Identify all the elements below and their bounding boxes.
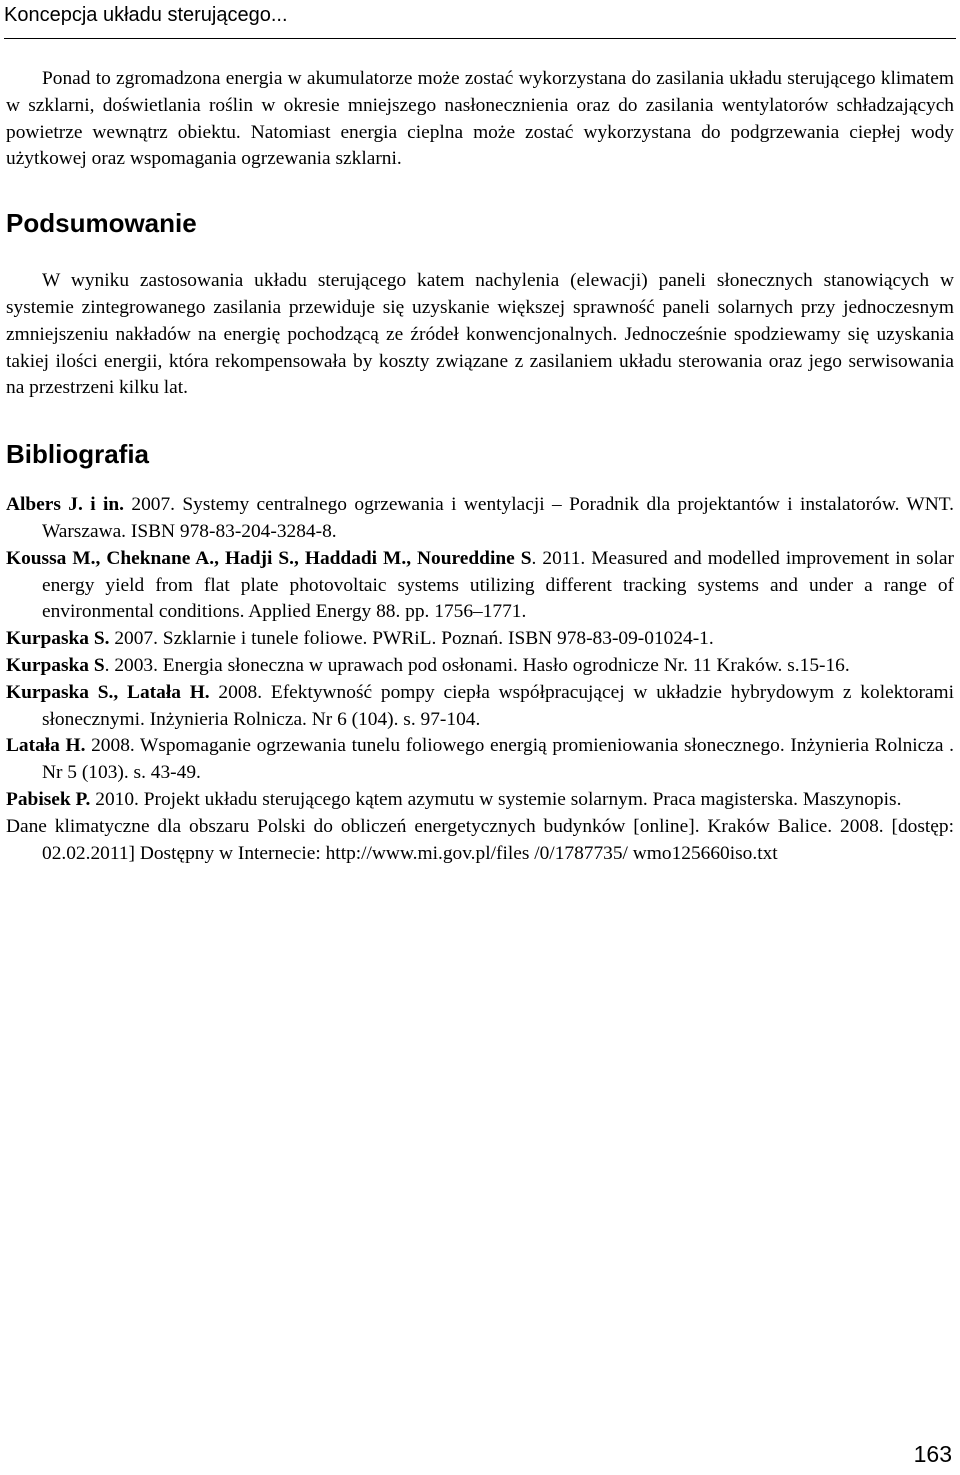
header-rule	[4, 38, 956, 39]
reference-item	[6, 653, 954, 680]
paragraph-intro: Ponad to zgromadzona energia w akumulatorze może zostać wykorzystana do zasilania układu sterującego klimatem w szklarni, doświetlania roślin w okresie mniejszego nasłonecznienia oraz do zasilania wentylatorów schładzających powietrze wewnątrz obiektu. Natomiast energia cieplna może zostać wykorzystana do podgrzewania ciepłej wody użytkowej oraz wspomagania ogrzewania szklarni.	[6, 68, 954, 170]
running-head: Koncepcja układu sterującego...	[4, 4, 288, 26]
reference-authors: Pabisek P.	[6, 788, 91, 810]
reference-text: 2007. Systemy centralnego ogrzewania i wentylacji – Poradnik dla projektantów i instalatorów. WNT. Warszawa. ISBN 978-83-204-3284-8.	[42, 494, 954, 542]
reference-item	[6, 787, 954, 814]
page-number: 163	[913, 1441, 952, 1467]
reference-text: 2008. Efektywność pompy ciepła współpracującej w układzie hybrydowym z kolektorami słonecznymi. Inżynieria Rolnicza. Nr 6 (104). s. 97-104.	[42, 681, 954, 730]
heading-bibliography: Bibliografia	[6, 439, 150, 470]
reference-authors: Latała H.	[6, 735, 86, 757]
reference-authors: Albers J. i in.	[6, 494, 125, 516]
reference-item	[6, 814, 954, 868]
reference-text: 2010. Projekt układu sterującego kątem azymutu w systemie solarnym. Praca magisterska. Maszynopis.	[90, 788, 902, 810]
reference-authors: Kurpaska S	[6, 654, 105, 676]
paragraph-summary: W wyniku zastosowania układu sterującego katem nachylenia (elewacji) paneli słonecznych stanowiących w systemie zintegrowanego zasilania przewiduje się uzyskanie większej sprawność paneli solarnych przy jednoczesnym zmniejszeniu nakładów na energię pochodzącą ze źródeł konwencjonalnych. Jednocześnie spodziewamy się uzyskania takiej ilości energii, która rekompensowała by koszty związane z zasilaniem układu sterowania oraz jego serwisowania na przestrzeni kilku lat.	[6, 270, 954, 399]
reference-item	[6, 733, 954, 787]
reference-item	[6, 626, 954, 653]
reference-text: . 2011. Measured and modelled improvement in solar energy yield from flat plate photovoltaic systems utilizing different tracking systems and under a range of environmental conditions. Applied Energy 88. pp. 1756–1771.	[42, 547, 955, 623]
reference-item	[6, 546, 954, 626]
reference-list	[6, 492, 954, 867]
reference-authors: Kurpaska S., Latała H.	[6, 681, 210, 703]
reference-text: Dane klimatyczne dla obszaru Polski do obliczeń energetycznych budynków [online]. Kraków Balice. 2008. [dostęp: 02.02.2011] Dostępny w Internecie: http://www.mi.gov.pl/files /0/1787735/ wmo125660iso.txt	[6, 815, 954, 864]
reference-text: . 2003. Energia słoneczna w uprawach pod osłonami. Hasło ogrodnicze Nr. 11 Kraków. s.15-16.	[104, 654, 850, 676]
reference-item	[6, 492, 954, 546]
reference-item	[6, 680, 954, 734]
reference-text: 2008. Wspomaganie ogrzewania tunelu foliowego energią promieniowania słonecznego. Inżynieria Rolnicza . Nr 5 (103). s. 43-49.	[42, 735, 954, 784]
reference-authors: Kurpaska S.	[6, 628, 110, 650]
reference-text: 2007. Szklarnie i tunele foliowe. PWRiL. Poznań. ISBN 978-83-09-01024-1.	[109, 628, 714, 650]
page-body	[6, 66, 954, 867]
heading-summary: Podsumowanie	[6, 208, 197, 239]
reference-authors: Koussa M., Cheknane A., Hadji S., Haddadi M., Noureddine S	[6, 547, 532, 569]
